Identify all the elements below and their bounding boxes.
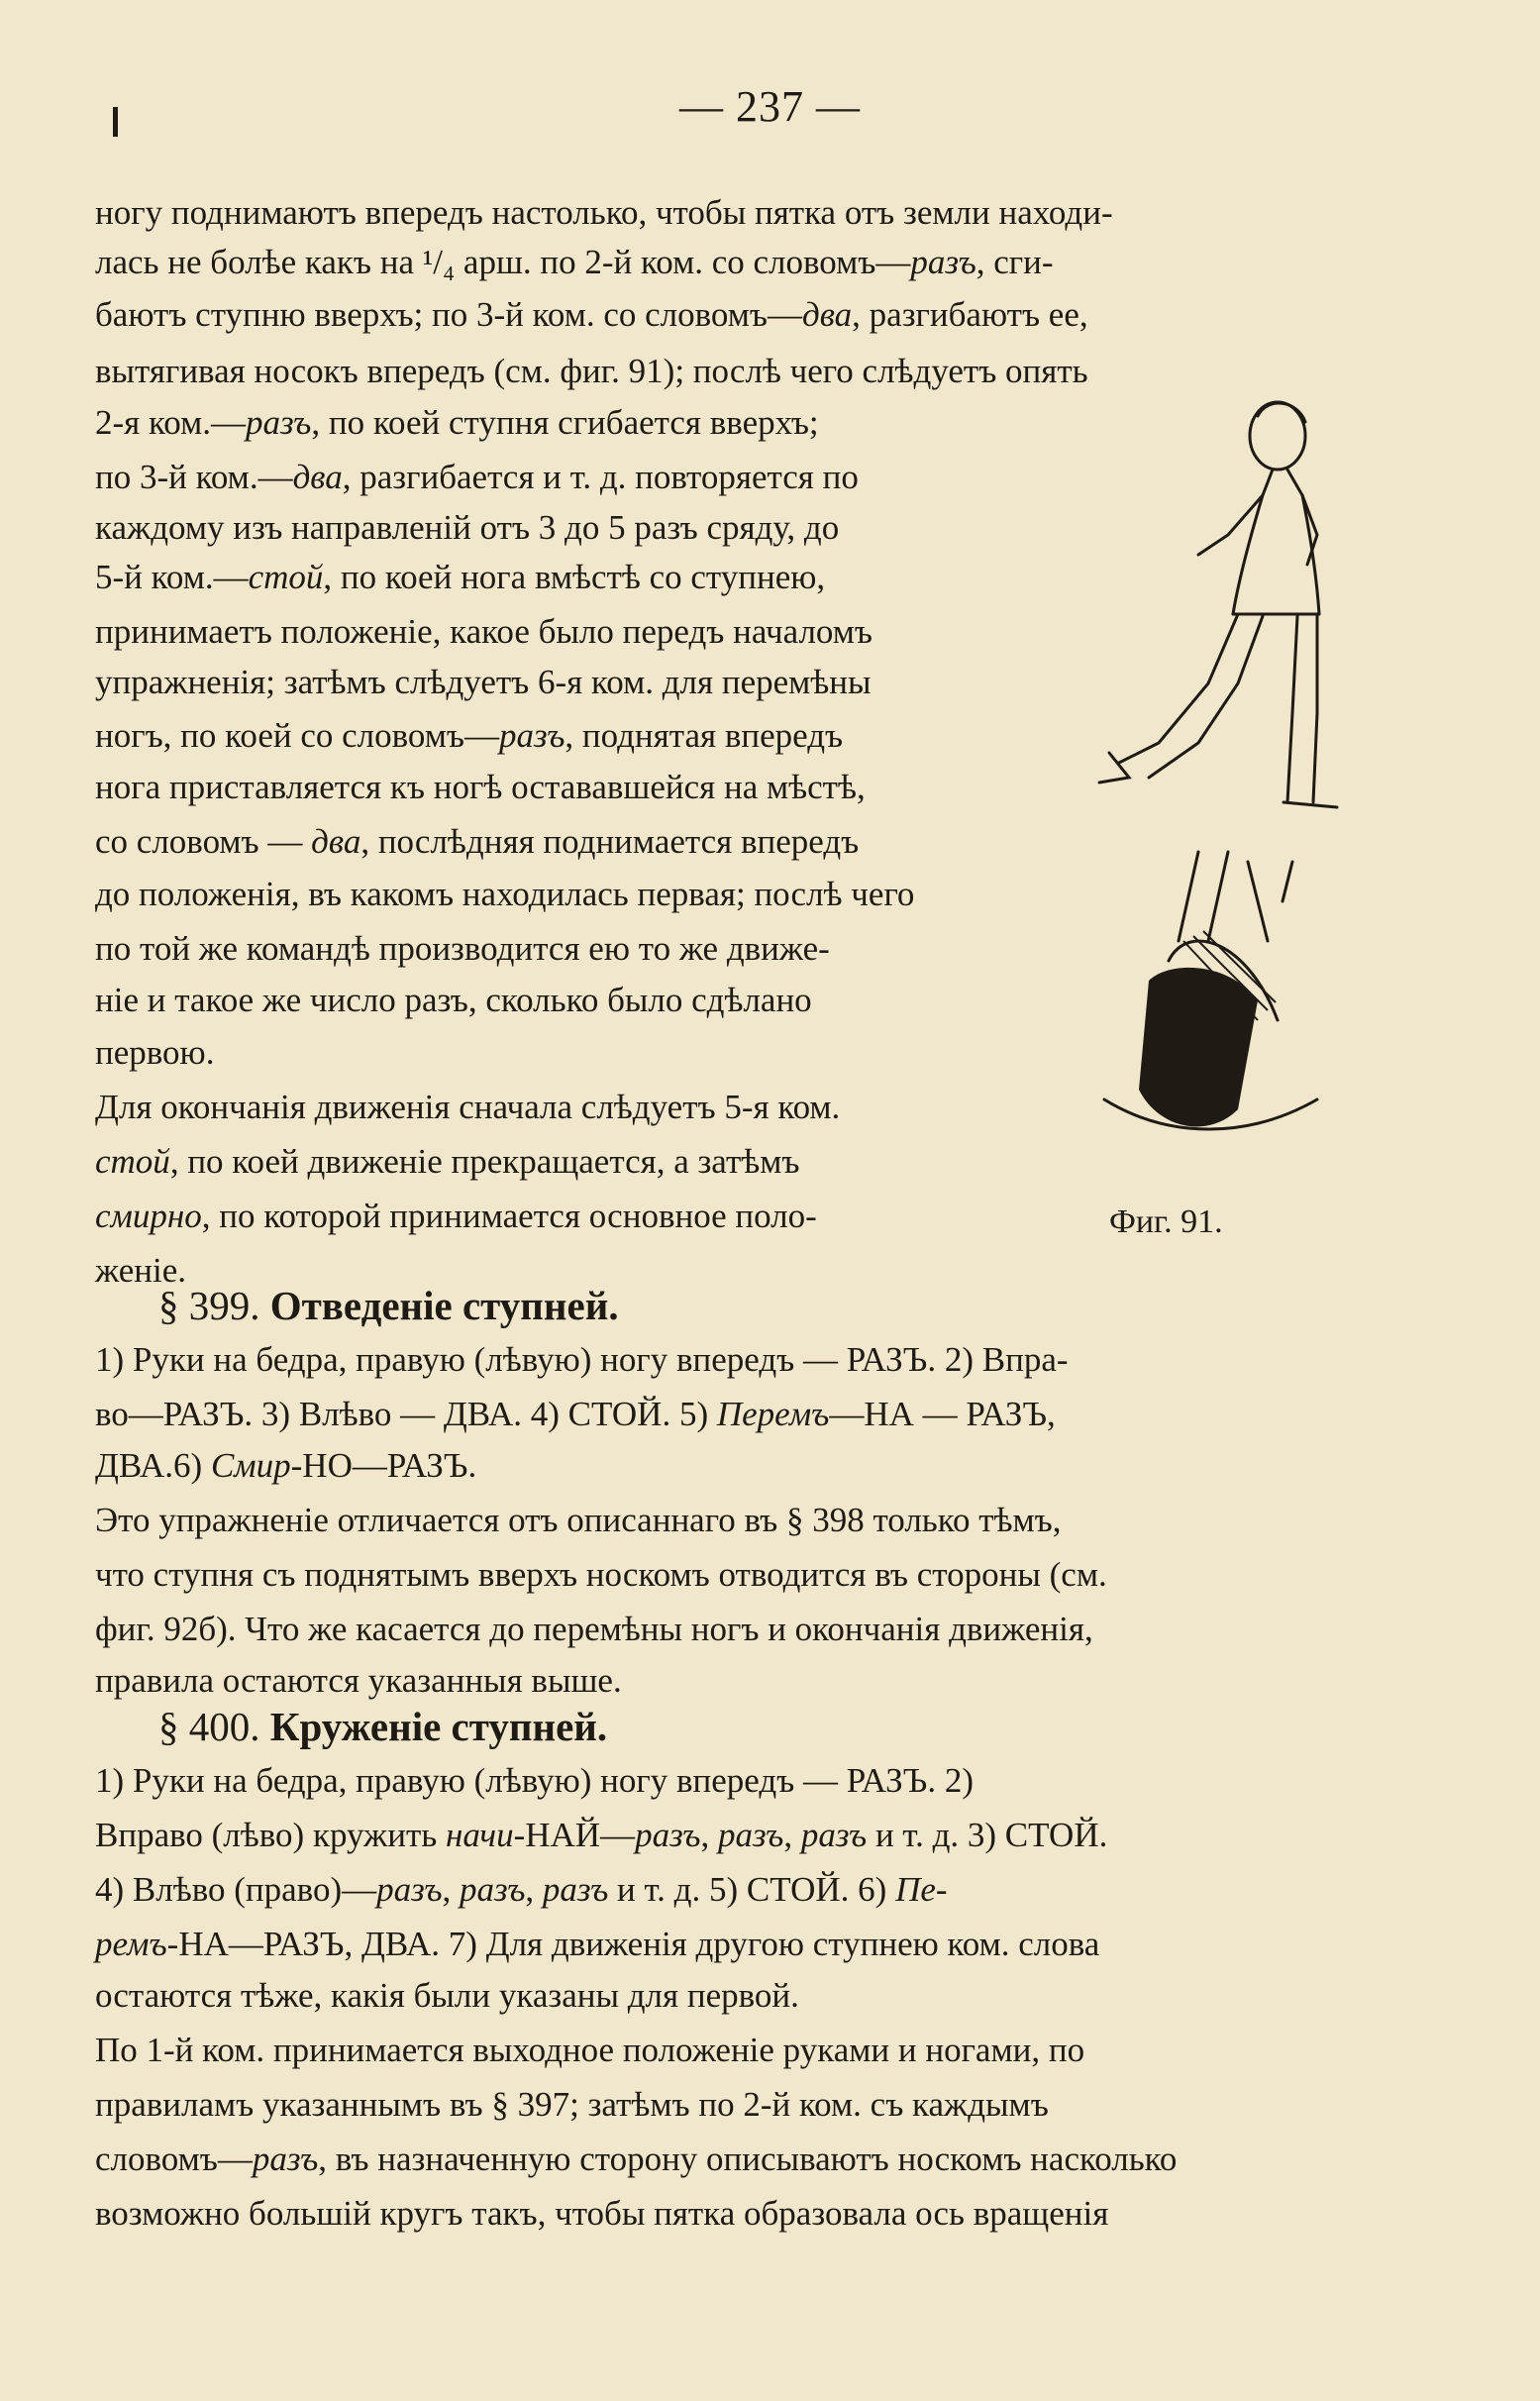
section-number: § 400.: [158, 1704, 260, 1749]
italic-text: начи: [445, 1816, 514, 1854]
text-line: [95, 398, 819, 448]
text-run: 5-й ком.—: [95, 558, 249, 596]
italic-text: разъ: [542, 1870, 609, 1909]
text-run: ,: [442, 1870, 460, 1909]
section-title: Отведеніе ступней.: [269, 1283, 619, 1328]
text-line: [95, 763, 866, 812]
text-line: [95, 1865, 948, 1915]
italic-text: стой: [248, 558, 324, 596]
text-run: возможно большій кругъ такъ, чтобы пятка образовала ось вращенія: [95, 2194, 1109, 2233]
text-run: словомъ—: [95, 2140, 253, 2178]
figure-91-illustration: [1089, 386, 1367, 1159]
text-run: первою.: [95, 1033, 215, 1072]
text-line: [95, 347, 1088, 396]
text-run: —НА — РАЗЪ,: [829, 1395, 1056, 1433]
italic-text: Перемъ: [716, 1395, 830, 1433]
text-run: баютъ ступню вверхъ; по 3-й ком. со словомъ—: [95, 295, 802, 334]
text-run: 2-я ком.—: [95, 403, 246, 442]
italic-text: два: [802, 295, 853, 334]
text-line: [95, 1028, 214, 1078]
italic-text: разъ: [635, 1816, 701, 1854]
text-line: [95, 1971, 799, 2021]
text-line: [95, 870, 914, 919]
text-line: [95, 1811, 1107, 1860]
text-line: [95, 1920, 1099, 1969]
text-run: упражненія; затѣмъ слѣдуетъ 6-я ком. для перемѣны: [95, 663, 872, 701]
text-run: , по коей движеніе прекращается, а затѣмъ: [169, 1142, 800, 1181]
text-line: [95, 658, 872, 707]
text-run: , по коей нога вмѣстѣ со ступнею,: [323, 558, 826, 596]
text-run: правиламъ указаннымъ въ § 397; затѣмъ по 2-й ком. съ каждымъ: [95, 2085, 1049, 2124]
text-run: принимаетъ положеніе, какое было передъ началомъ: [95, 612, 873, 651]
text-run: во—РАЗЪ. 3) Влѣво — ДВА. 4) СТОЙ. 5): [95, 1395, 717, 1433]
section-number: § 399.: [158, 1283, 260, 1328]
text-run: -НА—РАЗЪ, ДВА. 7) Для движенія другою ступнею ком. слова: [166, 1925, 1100, 1963]
text-line: [95, 1756, 974, 1806]
text-line: [95, 1083, 840, 1132]
text-run: -НО—РАЗЪ.: [290, 1446, 477, 1485]
text-run: ногу поднимаютъ впередъ настолько, чтобы пятка отъ земли находи-: [95, 193, 1113, 232]
text-run: правила остаются указанныя выше.: [95, 1661, 622, 1700]
text-run: ногъ, по коей со словомъ—: [95, 716, 499, 755]
text-run: , разгибаютъ ее,: [852, 295, 1088, 334]
text-run: Это упражненіе отличается отъ описаннаго въ § 398 только тѣмъ,: [95, 1501, 1062, 1539]
italic-text: разъ: [460, 1870, 526, 1909]
text-run: 4) Влѣво (право)—: [95, 1870, 377, 1909]
italic-text: смирно: [95, 1197, 202, 1235]
text-run: ДВА.6): [95, 1446, 211, 1485]
italic-text: стой: [95, 1142, 170, 1181]
text-run: Вправо (лѣво) кружить: [95, 1816, 446, 1854]
italic-text: разъ: [910, 243, 976, 281]
text-run: , въ назначенную сторону описываютъ носкомъ насколько: [318, 2140, 1178, 2178]
text-run: ,: [525, 1870, 543, 1909]
text-line: [95, 817, 859, 867]
italic-text: Смир: [210, 1446, 291, 1485]
text-line: [95, 924, 830, 974]
page-number: — 237 —: [679, 82, 861, 131]
text-run: что ступня съ поднятымъ вверхъ носкомъ отводится въ стороны (см.: [95, 1555, 1107, 1594]
text-run: -НАЙ—: [513, 1816, 636, 1854]
text-run: до положенія, въ какомъ находилась первая; послѣ чего: [95, 875, 915, 913]
text-run: , поднятая впередъ: [565, 716, 844, 755]
text-run: лась не болѣе какъ на ¹/₄ арш. по 2-й ком. со словомъ—: [95, 243, 911, 281]
text-run: нога приставляется къ ногѣ остававшейся на мѣстѣ,: [95, 768, 866, 806]
text-run: , сги-: [975, 243, 1054, 281]
text-line: [95, 976, 812, 1025]
text-run: фиг. 92б). Что же касается до перемѣны ногъ и окончанія движенія,: [95, 1610, 1093, 1648]
italic-text: два: [311, 822, 361, 861]
italic-text: разъ: [376, 1870, 443, 1909]
margin-mark: [113, 107, 118, 137]
text-line: [95, 1496, 1062, 1545]
text-run: , послѣдняя поднимается впередъ: [360, 822, 860, 861]
italic-text: разъ: [499, 716, 565, 755]
text-line: [95, 553, 825, 602]
text-run: по 3-й ком.—: [95, 458, 293, 496]
text-line: [95, 1605, 1093, 1654]
text-run: , разгибается и т. д. повторяется по: [342, 458, 859, 496]
text-line: [95, 1656, 622, 1706]
text-line: [95, 503, 839, 553]
figure-caption: Фиг. 91.: [1109, 1203, 1223, 1240]
text-line: [95, 1441, 476, 1491]
text-run: по той же командѣ производится ею то же движе-: [95, 929, 830, 968]
text-line: [95, 2135, 1177, 2184]
text-line: [95, 1335, 1069, 1385]
text-run: По 1-й ком. принимается выходное положеніе руками и ногами, по: [95, 2031, 1085, 2069]
text-run: Для окончанія движенія сначала слѣдуетъ 5-я ком.: [95, 1088, 841, 1126]
italic-text: разъ: [800, 1816, 868, 1854]
text-line: [95, 238, 1054, 287]
italic-text: разъ: [717, 1816, 784, 1854]
text-line: [95, 188, 1113, 238]
text-run: 1) Руки на бедра, правую (лѣвую) ногу впередъ — РАЗЪ. 2) Впра-: [95, 1340, 1069, 1379]
text-run: , по коей ступня сгибается вверхъ;: [311, 403, 819, 442]
section-heading-399: [158, 1281, 619, 1330]
text-line: [95, 2026, 1084, 2075]
text-run: ,: [700, 1816, 718, 1854]
text-line: [95, 2189, 1108, 2239]
text-run: и т. д. 3) СТОЙ.: [867, 1816, 1108, 1854]
italic-text: разъ: [245, 403, 312, 442]
text-run: 1) Руки на бедра, правую (лѣвую) ногу впередъ — РАЗЪ. 2): [95, 1761, 975, 1800]
italic-text: Пе-: [895, 1870, 948, 1909]
section-heading-400: [158, 1702, 607, 1751]
italic-text: ремъ: [95, 1925, 167, 1963]
italic-text: два: [292, 458, 343, 496]
text-run: женіе.: [95, 1251, 186, 1290]
italic-text: разъ: [252, 2140, 319, 2178]
text-run: ніе и такое же число разъ, сколько было сдѣлано: [95, 981, 812, 1019]
text-line: [95, 1390, 1056, 1439]
section-title: Круженіе ступней.: [269, 1704, 608, 1749]
text-run: остаются тѣже, какія были указаны для первой.: [95, 1976, 799, 2015]
text-line: [95, 290, 1088, 340]
text-line: [95, 453, 859, 502]
text-run: ,: [783, 1816, 801, 1854]
text-run: каждому изъ направленій отъ 3 до 5 разъ сряду, до: [95, 508, 840, 547]
text-run: со словомъ —: [95, 822, 312, 861]
text-line: [95, 1550, 1107, 1600]
text-line: [95, 2080, 1049, 2130]
text-run: вытягивая носокъ впередъ (см. фиг. 91); послѣ чего слѣдуетъ опять: [95, 352, 1088, 390]
text-line: [95, 711, 843, 761]
text-line: [95, 607, 873, 657]
text-line: [95, 1192, 817, 1241]
text-line: [95, 1137, 800, 1187]
text-run: и т. д. 5) СТОЙ. 6): [608, 1870, 896, 1909]
text-run: , по которой принимается основное поло-: [201, 1197, 817, 1235]
